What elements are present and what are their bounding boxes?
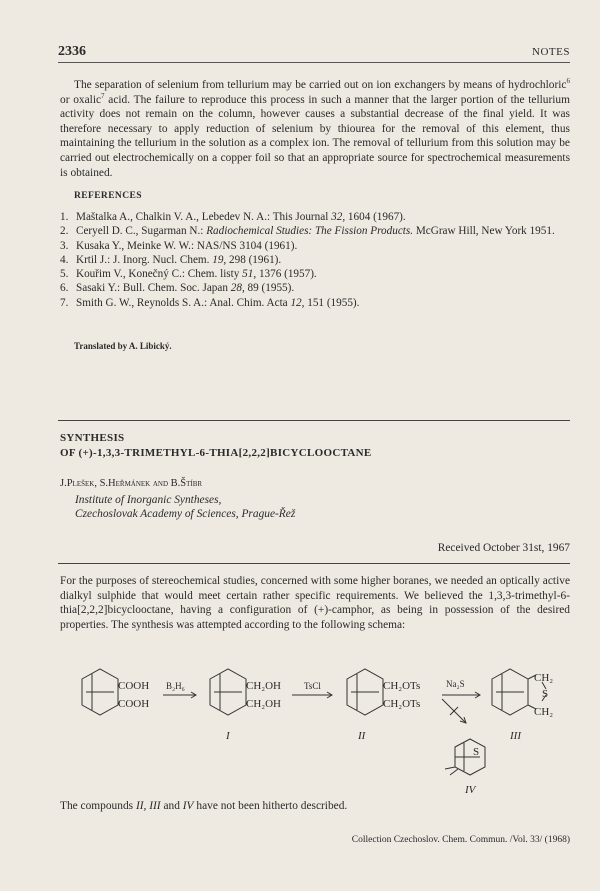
ref-volume: 19, (212, 253, 227, 266)
cooh-top: COOH (118, 680, 150, 692)
reference-item (60, 224, 570, 238)
final-text-b: and (160, 800, 183, 812)
journal-footer: Collection Czechoslov. Chem. Commun. /Vol. 33/ (1968) (351, 835, 570, 845)
ref-volume: 12, (290, 296, 305, 309)
ref-tail: McGraw Hill, New York 1951. (413, 225, 555, 238)
ref-number: 6. (60, 282, 69, 295)
reference-item (60, 253, 570, 267)
article-title-line2: OF (+)-1,3,3-TRIMETHYL-6-THIA[2,2,2]BICYCLOOCTANE (60, 447, 372, 459)
ref-number: 2. (60, 225, 69, 238)
ref-volume: 28, (230, 282, 245, 295)
compound-label-II: II (358, 730, 366, 742)
reference-item (60, 210, 570, 224)
references-list (60, 210, 570, 310)
compound-I-structure (210, 669, 246, 715)
ref-volume: 51, (242, 268, 257, 281)
bicyclic-diacid-structure (82, 669, 118, 715)
ref-volume: 32, (331, 211, 346, 223)
ref-number: 1. (60, 211, 69, 223)
ref-number: 5. (60, 268, 69, 281)
section-rule (58, 420, 570, 421)
compound-label-IV: IV (465, 784, 476, 796)
compounds-ref-II-III: II, III (135, 800, 161, 812)
final-sentence (60, 800, 347, 812)
page-header (58, 44, 570, 64)
reference-item (60, 296, 570, 310)
final-text-a: The compounds (60, 800, 136, 812)
reference-item (60, 281, 570, 295)
received-rule (58, 563, 570, 564)
ref-text: Kouřim V., Konečný C.: Chem. listy (76, 268, 243, 281)
reaction-arrow-4 (442, 699, 466, 723)
received-date: Received October 31st, 1967 (437, 542, 570, 554)
intro-text-a: The separation of selenium from tellurium may be carried out on ion exchangers by means of hydrochloric (74, 79, 567, 91)
ref-book-title: Radiochemical Studies: The Fission Products. (206, 225, 414, 238)
translator-credit: Translated by A. Libický. (74, 341, 172, 351)
references-heading: REFERENCES (74, 191, 142, 201)
ref-tail: 1376 (1957). (256, 268, 317, 281)
compound-II-structure (347, 669, 383, 715)
reagent-na2s: Na₂S (446, 679, 465, 689)
ch2ots-top: CH₂OTs (383, 680, 421, 692)
ch2-bottom: CH₂ (534, 706, 554, 718)
ref-tail: 151 (1955). (304, 296, 360, 309)
ref-text: Sasaki Y.: Bull. Chem. Soc. Japan (76, 282, 231, 295)
reference-item (60, 267, 570, 281)
intro-paragraph (60, 78, 570, 180)
running-head: NOTES (532, 46, 570, 58)
citation-7: 7 (101, 91, 105, 100)
intro-text-b: or oxalic (60, 93, 102, 106)
reference-item (60, 239, 570, 253)
reaction-arrow-3 (442, 692, 480, 698)
article-title-line1: SYNTHESIS (60, 432, 125, 444)
ref-number: 7. (60, 296, 69, 309)
ref-text: Maštalka A., Chalkin V. A., Lebedev N. A.: This Journal (76, 211, 332, 223)
final-text-c: have not been hitherto described. (193, 800, 348, 812)
affiliation-line1: Institute of Inorganic Syntheses, (75, 494, 222, 506)
ref-tail: 89 (1955). (244, 282, 295, 295)
ch2ots-bottom: CH₂OTs (383, 698, 421, 710)
reagent-b2h6: B₂H₆ (166, 681, 185, 691)
affiliation-line2: Czechoslovak Academy of Sciences, Prague-Řež (75, 508, 296, 520)
header-rule (58, 62, 570, 63)
ref-text: Ceryell D. C., Sugarman N.: (76, 225, 207, 238)
citation-6: 6 (566, 77, 570, 86)
ref-tail: 1604 (1967). (345, 211, 406, 223)
ref-tail: 298 (1961). (226, 253, 282, 266)
ch2-top: CH₂ (534, 672, 554, 684)
reaction-arrow-2 (292, 692, 332, 698)
ref-text: Kusaka Y., Meinke W. W.: NAS/NS 3104 (1961). (76, 239, 298, 252)
cooh-bottom: COOH (118, 698, 150, 710)
compound-ref-IV: IV (182, 800, 194, 812)
ch2oh-top: CH₂OH (246, 680, 282, 692)
reaction-arrow-1 (163, 692, 196, 698)
ref-text: Smith G. W., Reynolds S. A.: Anal. Chim. Acta (76, 296, 291, 309)
ch2oh-bottom: CH₂OH (246, 698, 282, 710)
sulfur-IV: S (473, 746, 480, 758)
reagent-tscl: TsCl (304, 681, 321, 691)
page-number: 2336 (58, 44, 86, 59)
article-body: For the purposes of stereochemical studies, concerned with some higher boranes, we needed an optically active dialkyl sulphide that would meet certain rather specific requirements. We believed the 1,3,3-trimethyl-6-thia[2,2,2]bicyclooctane, having a configuration of (+)-camphor, as being in possession of the desired properties. The synthesis was attempted according to the following schema: (60, 575, 570, 631)
intro-text-c: acid. The failure to reproduce this process in such a manner that the larger portion of the tellurium activity does not remain on the column, however causes a substantial decrease of the final yield. It was therefore necessary to apply reduction of selenium by thiourea for the removal of this element, thus maintaining the tellurium in the solution as a complex ion. The removal of tellurium from this solution may be carried out electrochemically on a copper foil so that an appropriate source for spectrochemical measurements is obtained. (60, 93, 570, 179)
compound-label-I: I (226, 730, 230, 742)
compound-label-III: III (510, 730, 521, 742)
sulfur-III: S (542, 688, 549, 700)
synthesis-schema (60, 665, 570, 800)
ref-number: 4. (60, 253, 69, 266)
ref-text: Krtil J.: J. Inorg. Nucl. Chem. (76, 253, 213, 266)
ref-number: 3. (60, 239, 69, 252)
article-authors: J.Plešek, S.Heřmánek and B.Štíbr (60, 478, 203, 489)
